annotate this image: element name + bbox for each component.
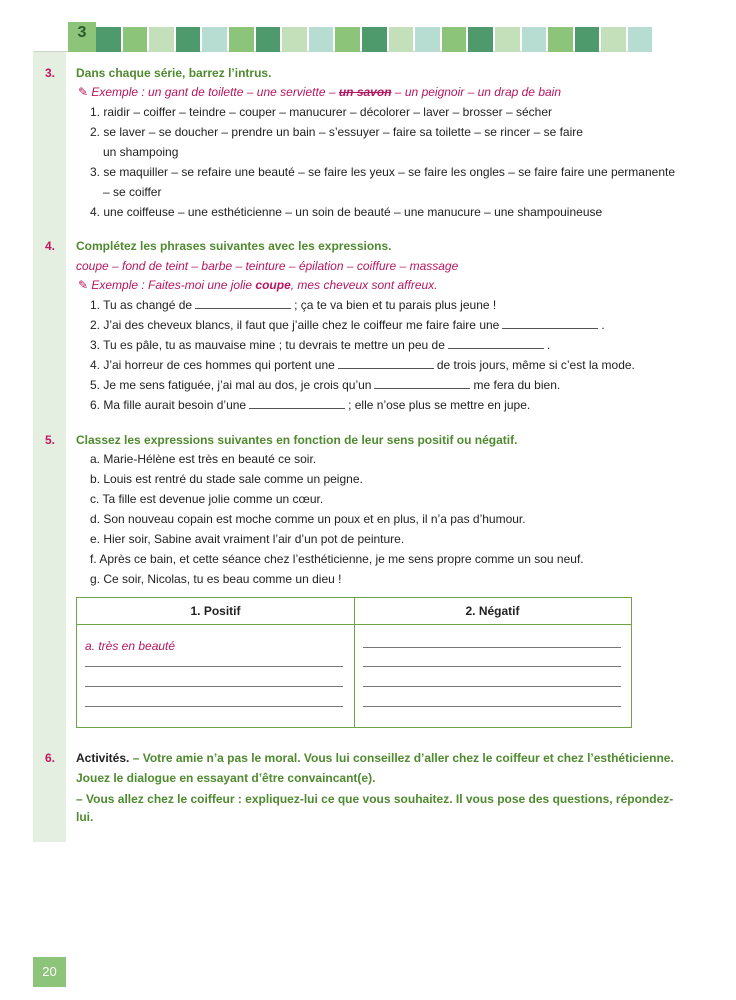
header-square [335, 27, 360, 52]
expression-item: f. Après ce bain, et cette séance chez l’esthéticienne, je me sens propre comme un sou neuf. [90, 552, 584, 566]
column-header-positive: 1. Positif [190, 604, 241, 618]
classification-table [76, 597, 632, 728]
pencil-icon: ✎ [78, 278, 89, 292]
header-square [176, 27, 201, 52]
activity-keyword: Activités. [76, 751, 130, 765]
header-square [282, 27, 307, 52]
header-square [362, 27, 387, 52]
exercise-6-line: – Vous allez chez le coiffeur : expliquez-lui ce que vous souhaitez. Il vous pose des questions, répondez- [76, 792, 674, 806]
exercise-4-example: ✎ Exemple : Faites-moi une jolie coupe, mes cheveux sont affreux. [78, 278, 438, 292]
header-square [548, 27, 573, 52]
table-example-answer: a. très en beauté [85, 639, 176, 653]
exercise-5-title: Classez les expressions suivantes en fonction de leur sens positif ou négatif. [76, 433, 518, 447]
header-square [96, 27, 121, 52]
exercise-3-item: un shampoing [103, 145, 179, 159]
header-squares [96, 27, 652, 52]
header-square [256, 27, 281, 52]
exercise-3-item: 2. se laver – se doucher – prendre un bain – s’essuyer – faire sa toilette – se rincer – se faire [90, 125, 583, 139]
header-square [389, 27, 414, 52]
exercise-6-number: 6. [45, 751, 56, 765]
expression-item: a. Marie-Hélène est très en beauté ce soir. [90, 452, 317, 466]
header-square [229, 27, 254, 52]
expression-item: b. Louis est rentré du stade sale comme un peigne. [90, 472, 363, 486]
answer-blank[interactable] [249, 398, 345, 409]
exercise-6-line: Jouez le dialogue en essayant d’être convaincant(e). [76, 771, 376, 785]
header-square [601, 27, 626, 52]
exercise-3-item: 1. raidir – coiffer – teindre – couper – manucurer – décolorer – laver – brosser – sécher [90, 105, 553, 119]
fill-sentence: 3. Tu es pâle, tu as mauvaise mine ; tu devrais te mettre un peu de . [90, 338, 551, 352]
fill-sentence: 2. J’ai des cheveux blancs, il faut que j’aille chez le coiffeur me faire faire une . [90, 318, 605, 332]
fill-sentence: 5. Je me sens fatiguée, j’ai mal au dos, je crois qu’un me fera du bien. [90, 378, 561, 392]
exercise-6-line: lui. [76, 810, 94, 824]
column-header-negative: 2. Négatif [465, 604, 520, 618]
expression-item: d. Son nouveau copain est moche comme un poux et en plus, il n’a pas d’humour. [90, 512, 526, 526]
header-square [468, 27, 493, 52]
exercise-4-title: Complétez les phrases suivantes avec les expressions. [76, 239, 392, 253]
header-square [415, 27, 440, 52]
exercise-6-line: Activités. – Votre amie n’a pas le moral. Vous lui conseillez d’aller chez le coiffeur et chez l’esthéticienne. [76, 751, 674, 765]
answer-line[interactable] [363, 706, 621, 707]
left-gutter [33, 52, 66, 842]
fill-sentence: 1. Tu as changé de ; ça te va bien et tu parais plus jeune ! [90, 298, 497, 312]
exercise-3-title: Dans chaque série, barrez l’intrus. [76, 66, 272, 80]
answer-line[interactable] [85, 686, 343, 687]
fill-sentence: 6. Ma fille aurait besoin d’une ; elle n’ose plus se mettre en jupe. [90, 398, 531, 412]
expression-item: e. Hier soir, Sabine avait vraiment l’air d’un pot de peinture. [90, 532, 405, 546]
exercise-3-example: ✎ Exemple : un gant de toilette – une serviette – un savon – un peignoir – un drap de bain [78, 85, 562, 99]
example-keyword: coupe [255, 278, 291, 292]
header-square [202, 27, 227, 52]
struck-word: un savon [338, 85, 392, 99]
header-square [522, 27, 547, 52]
pencil-icon: ✎ [78, 85, 89, 99]
answer-line[interactable] [85, 666, 343, 667]
exercise-4-number: 4. [45, 239, 56, 253]
header-square [309, 27, 334, 52]
answer-blank[interactable] [338, 358, 434, 369]
exercise-3-number: 3. [45, 66, 56, 80]
expression-item: g. Ce soir, Nicolas, tu es beau comme un dieu ! [90, 572, 342, 586]
header-square [575, 27, 600, 52]
header-square [628, 27, 653, 52]
exercise-3-item: 4. une coiffeuse – une esthéticienne – un soin de beauté – une manucure – une shampouineuse [90, 205, 603, 219]
expression-item: c. Ta fille est devenue jolie comme un cœur. [90, 492, 324, 506]
header-square [123, 27, 148, 52]
answer-blank[interactable] [502, 318, 598, 329]
answer-line[interactable] [363, 647, 621, 648]
chapter-tab: 3 [68, 22, 96, 52]
answer-blank[interactable] [448, 338, 544, 349]
word-bank: coupe – fond de teint – barbe – teinture – épilation – coiffure – massage [76, 259, 459, 273]
exercise-3-item: – se coiffer [103, 185, 162, 199]
header-square [442, 27, 467, 52]
answer-blank[interactable] [374, 378, 470, 389]
header-square [149, 27, 174, 52]
answer-line[interactable] [363, 666, 621, 667]
page-number: 20 [33, 957, 66, 987]
answer-line[interactable] [363, 686, 621, 687]
answer-line[interactable] [85, 706, 343, 707]
fill-sentence: 4. J’ai horreur de ces hommes qui portent une de trois jours, même si c’est la mode. [90, 358, 635, 372]
header-square [495, 27, 520, 52]
answer-blank[interactable] [195, 298, 291, 309]
exercise-3-item: 3. se maquiller – se refaire une beauté – se faire les yeux – se faire les ongles – se faire faire une permanente [90, 165, 676, 179]
exercise-5-number: 5. [45, 433, 56, 447]
